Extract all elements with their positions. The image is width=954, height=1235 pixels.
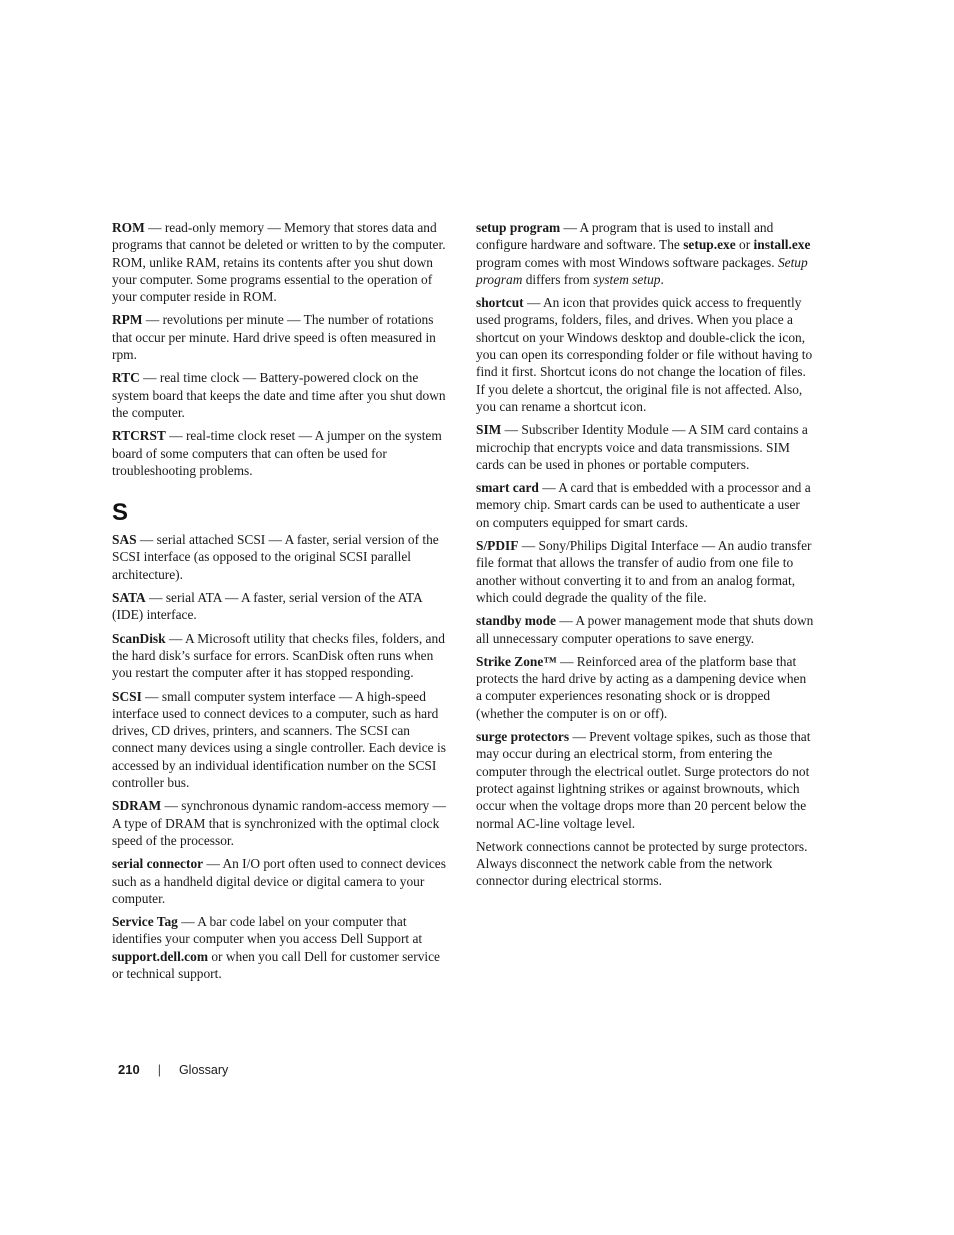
definition: — revolutions per minute — The number of rotations that occur per minute. Hard drive speed is often measured in rpm. bbox=[112, 312, 436, 363]
term: serial connector bbox=[112, 856, 204, 872]
term: ROM bbox=[112, 220, 145, 235]
definition: . bbox=[660, 271, 664, 287]
glossary-entry-scsi bbox=[112, 688, 448, 792]
glossary-entry-smart-card bbox=[476, 479, 814, 531]
glossary-entry-sata bbox=[112, 589, 448, 624]
term: setup program bbox=[476, 220, 561, 235]
term: RPM bbox=[112, 312, 143, 328]
filename: install.exe bbox=[753, 237, 811, 253]
page-footer bbox=[118, 1062, 228, 1077]
glossary-entry-sdram bbox=[112, 797, 448, 849]
term: surge protectors bbox=[476, 729, 570, 745]
glossary-entry-sas bbox=[112, 531, 448, 583]
term: RTC bbox=[112, 370, 140, 386]
glossary-entry-service-tag bbox=[112, 913, 448, 982]
glossary-entry-rtc bbox=[112, 369, 448, 421]
definition: — serial attached SCSI — A faster, serial version of the SCSI interface (as opposed to the original SCSI parallel architecture). bbox=[112, 532, 439, 582]
term: SIM bbox=[476, 422, 502, 438]
glossary-entry-sim bbox=[476, 421, 814, 473]
definition: — small computer system interface — A high-speed interface used to connect devices to a computer, such as hard drives, CD drives, printers, and scanners. The SCSI can connect many devices using a single controller. Each device is accessed by an individual identification number on the SCSI controller bus. bbox=[112, 688, 446, 791]
glossary-entry-rtcrst bbox=[112, 427, 448, 479]
section-heading-s: S bbox=[112, 499, 129, 527]
definition: — A power management mode that shuts down all unnecessary computer operations to save energy. bbox=[476, 613, 814, 646]
term: RTCRST bbox=[112, 428, 166, 444]
glossary-entry-standby-mode bbox=[476, 612, 814, 647]
page-number: 210 bbox=[118, 1062, 140, 1077]
definition: — real-time clock reset — A jumper on the system board of some computers that can often be used for troubleshooting problems. bbox=[112, 428, 442, 478]
left-column bbox=[112, 219, 448, 988]
term: SCSI bbox=[112, 688, 142, 704]
definition: — A bar code label on your computer that identifies your computer when you access Dell Support at bbox=[112, 914, 423, 947]
term: SDRAM bbox=[112, 798, 162, 814]
glossary-entry-strike-zone bbox=[476, 653, 814, 722]
right-column bbox=[476, 219, 814, 896]
definition: — Subscriber Identity Module — A SIM card contains a microchip that encrypts voice and data transmissions. SIM cards can be used in phones or portable computers. bbox=[476, 422, 808, 472]
glossary-entry-shortcut bbox=[476, 294, 814, 415]
definition: — Reinforced area of the platform base that protects the hard drive by acting as a dampening device when a computer experiences resonating shock or is dropped (whether the computer is on or off). bbox=[476, 653, 807, 721]
definition: — A card that is embedded with a processor and a memory chip. Smart cards can be used to authenticate a user on computers equipped for smart cards. bbox=[476, 480, 811, 530]
glossary-entry-surge-protectors bbox=[476, 728, 814, 832]
definition: or bbox=[735, 237, 754, 253]
definition: differs from bbox=[522, 271, 594, 287]
definition: — Prevent voltage spikes, such as those that may occur during an electrical storm, from entering the computer through the electrical outlet. Surge protectors do not protect against lightning strikes or against brownouts, which occur when the voltage drops more than 20 percent below the normal AC-line voltage level. bbox=[476, 729, 811, 831]
section-name: Glossary bbox=[178, 1062, 229, 1077]
definition: — An I/O port often used to connect devices such as a handheld digital device or digital camera to your computer. bbox=[112, 856, 446, 906]
definition: — real time clock — Battery-powered clock on the system board that keeps the date and time after you shut down the computer. bbox=[112, 370, 446, 420]
term: Service Tag bbox=[112, 914, 178, 930]
emphasis: system setup bbox=[593, 271, 661, 287]
definition: — A Microsoft utility that checks files, folders, and the hard disk’s surface for errors. ScanDisk often runs when you restart the computer after it has stopped responding. bbox=[112, 630, 445, 681]
emphasis: Setup program bbox=[476, 254, 808, 287]
term: standby mode bbox=[476, 613, 556, 629]
glossary-entry-setup-program bbox=[476, 219, 814, 288]
glossary-entry-scandisk bbox=[112, 630, 448, 682]
definition: — A program that is used to install and configure hardware and software. The bbox=[476, 220, 774, 253]
term: ScanDisk bbox=[112, 630, 166, 646]
glossary-entry-spdif bbox=[476, 537, 814, 606]
filename: setup.exe bbox=[683, 237, 736, 253]
support-link[interactable]: support.dell.com bbox=[112, 948, 208, 964]
definition: or when you call Dell for customer service or technical support. bbox=[112, 948, 441, 981]
glossary-entry-rpm bbox=[112, 311, 448, 363]
definition: — read-only memory — Memory that stores data and programs that cannot be deleted or written to by the computer. ROM, unlike RAM, retains its contents after you shut down your computer. Some programs essential to the operation of your computer reside in ROM. bbox=[112, 220, 446, 305]
term: SAS bbox=[112, 532, 137, 548]
term: S/PDIF bbox=[476, 538, 519, 554]
definition: — serial ATA — A faster, serial version of the ATA (IDE) interface. bbox=[112, 590, 422, 623]
glossary-entry-rom bbox=[112, 219, 448, 305]
glossary-entry-serial-connector bbox=[112, 855, 448, 907]
footer-separator: | bbox=[157, 1062, 161, 1077]
term: Strike Zone™ bbox=[476, 653, 557, 669]
definition: — Sony/Philips Digital Interface — An audio transfer file format that allows the transfer of audio from one file to another without converting it to and from an analog format, which could degrade the quality of the file. bbox=[476, 538, 812, 605]
definition: — synchronous dynamic random-access memory — A type of DRAM that is synchronized with the optimal clock speed of the processor. bbox=[112, 798, 446, 848]
term: shortcut bbox=[476, 295, 524, 311]
definition: program comes with most Windows software packages. bbox=[476, 254, 778, 270]
term: smart card bbox=[476, 480, 539, 496]
note-paragraph: Network connections cannot be protected by surge protectors. Always disconnect the network cable from the network connector during electrical storms. bbox=[476, 838, 808, 889]
definition: — An icon that provides quick access to frequently used programs, folders, files, and drives. When you place a shortcut on your Windows desktop and double-click the icon, you can open its corresponding folder or file without having to find it first. Shortcut icons do not change the location of files. If you delete a shortcut, the original file is not affected. Also, you can rename a shortcut icon. bbox=[476, 295, 813, 414]
term: SATA bbox=[112, 590, 146, 606]
